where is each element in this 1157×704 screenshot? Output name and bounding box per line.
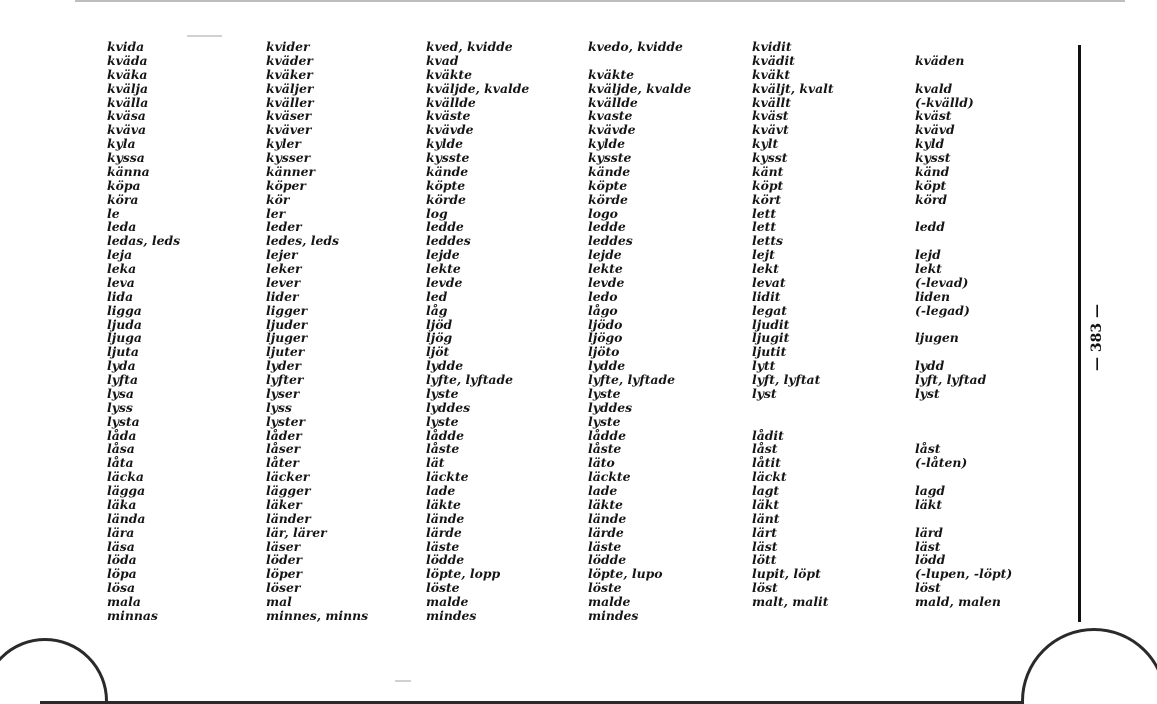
table-cell: kvällde	[588, 94, 638, 110]
table-cell: kylde	[588, 136, 626, 152]
table-cell: kväden	[915, 52, 965, 68]
table-cell: kysste	[426, 150, 470, 165]
column-past-participle	[915, 40, 1055, 623]
table-cell: lejt	[752, 247, 775, 263]
table-cell: ledde	[426, 219, 464, 235]
table-cell: lysta	[107, 413, 140, 429]
table-cell	[752, 415, 902, 429]
table-cell: löste	[588, 580, 622, 596]
table-cell: ljöto	[588, 344, 620, 360]
table-cell: köra	[107, 191, 139, 207]
table-cell: kvävd	[915, 122, 955, 138]
table-cell	[915, 470, 1055, 484]
table-cell: läcker	[266, 469, 310, 485]
table-cell: löste	[426, 580, 460, 596]
table-cell: kyssa	[107, 150, 145, 165]
page-number: — 383 —	[1089, 304, 1105, 372]
table-cell: minnas	[107, 607, 158, 623]
table-cell: läkt	[752, 496, 780, 512]
table-cell: läkte	[588, 496, 623, 512]
table-cell: läste	[588, 538, 622, 554]
table-cell: låtit	[752, 455, 781, 471]
table-cell: lyfte, lyftade	[426, 372, 514, 387]
table-cell: lidit	[752, 288, 781, 304]
table-cell: ljög	[426, 330, 453, 346]
table-cell: lyda	[107, 358, 136, 374]
table-cell: ljuga	[107, 330, 142, 346]
table-cell: löser	[266, 580, 301, 596]
table-cell: ljudit	[752, 316, 790, 332]
table-cell: lyste	[426, 385, 459, 401]
table-cell: kylde	[426, 136, 464, 152]
table-cell: läkte	[426, 496, 461, 512]
table-cell: kvävde	[588, 122, 636, 138]
table-cell: läser	[266, 538, 301, 554]
table-cell: känna	[107, 163, 150, 179]
table-cell: lände	[588, 510, 627, 526]
table-cell: lydde	[426, 358, 464, 374]
table-cell: kvädit	[752, 52, 795, 68]
table-cell: köper	[266, 177, 306, 193]
table-cell: kväsa	[107, 108, 146, 124]
table-cell	[915, 234, 1055, 248]
table-cell: löpa	[107, 566, 137, 582]
table-cell: kände	[426, 163, 469, 179]
table-cell	[915, 401, 1055, 415]
table-cell: länder	[266, 510, 311, 526]
table-cell: kväva	[107, 122, 147, 138]
table-cell: läto	[588, 455, 615, 471]
table-cell	[915, 609, 1055, 623]
table-cell: låg	[426, 302, 448, 318]
table-cell: ljugen	[915, 330, 959, 346]
table-cell: kväka	[107, 66, 148, 82]
table-cell: låste	[426, 441, 460, 457]
table-cell: ledd	[915, 219, 945, 235]
table-cell: lekt	[752, 261, 779, 276]
table-cell: kved, kvidde	[426, 39, 513, 54]
table-cell: löpte, lupo	[588, 566, 663, 582]
table-cell: kvällde	[426, 94, 476, 110]
table-cell: lida	[107, 288, 134, 304]
table-cell: kväljde, kvalde	[426, 80, 530, 96]
table-cell: ler	[266, 205, 286, 221]
table-cell: kvälja	[107, 80, 149, 96]
table-cell: lyfta	[107, 372, 138, 387]
table-cell: lågo	[588, 302, 618, 318]
table-cell: läckte	[426, 469, 469, 485]
table-cell: leker	[266, 261, 302, 276]
table-cell: leja	[107, 247, 133, 263]
table-cell	[915, 207, 1055, 221]
table-cell: lådit	[752, 427, 784, 443]
table-cell: köpte	[426, 177, 466, 193]
table-cell: ljutit	[752, 344, 787, 360]
table-cell: löpte, lopp	[426, 566, 501, 582]
table-cell: lärt	[752, 524, 777, 540]
column-preterite	[426, 40, 581, 623]
column-present	[266, 40, 416, 623]
table-cell: körde	[426, 191, 466, 207]
table-cell: lyst	[915, 385, 940, 401]
table-cell: kvad	[426, 52, 459, 68]
table-cell: lagt	[752, 483, 780, 498]
table-cell: kväljer	[266, 80, 314, 96]
table-cell: lärd	[915, 524, 943, 540]
table-cell: köpa	[107, 177, 141, 193]
table-cell: lyss	[266, 399, 292, 415]
table-cell	[588, 54, 743, 68]
table-cell: lyddes	[588, 399, 633, 415]
table-cell: lyfte, lyftade	[588, 372, 676, 387]
table-cell: lupit, löpt	[752, 566, 821, 582]
table-cell: ljuta	[107, 344, 139, 360]
table-cell: ljugit	[752, 330, 790, 346]
table-cell: läkt	[915, 496, 943, 512]
table-cell: lejde	[426, 247, 460, 263]
table-cell: läker	[266, 496, 302, 512]
table-cell: mala	[107, 594, 141, 609]
table-cell	[752, 401, 902, 415]
table-cell: leka	[107, 261, 137, 276]
table-cell: lödde	[588, 552, 627, 568]
table-cell: känt	[752, 163, 784, 179]
table-cell: lett	[752, 205, 777, 221]
table-cell: levat	[752, 274, 786, 290]
table-cell: kväver	[266, 122, 312, 138]
table-cell: löder	[266, 552, 303, 568]
table-cell: lydde	[588, 358, 626, 374]
table-cell: kysste	[588, 150, 632, 165]
table-cell: kylt	[752, 136, 779, 152]
table-cell: ljödo	[588, 316, 623, 332]
table-cell: kände	[588, 163, 631, 179]
table-cell: ledde	[588, 219, 626, 235]
table-cell: lade	[426, 483, 456, 498]
table-cell: lägga	[107, 483, 146, 498]
table-cell: kvällt	[752, 94, 791, 110]
table-cell: lejde	[588, 247, 622, 263]
table-cell: känner	[266, 163, 316, 179]
table-cell: läka	[107, 496, 137, 512]
table-cell: länt	[752, 510, 780, 526]
table-cell: kvävde	[426, 122, 474, 138]
table-cell: lagd	[915, 483, 946, 498]
table-cell: låst	[915, 441, 941, 457]
table-cell: läst	[915, 538, 941, 554]
table-cell: kyld	[915, 136, 945, 152]
table-cell: kväder	[266, 52, 313, 68]
table-cell: låser	[266, 441, 301, 457]
table-cell	[915, 40, 1055, 54]
table-cell: lödde	[426, 552, 465, 568]
table-cell: låda	[107, 427, 137, 443]
table-cell: lyser	[266, 385, 300, 401]
table-cell: (-lupen, -löpt)	[915, 566, 1013, 582]
table-cell: köpte	[588, 177, 628, 193]
table-cell: leddes	[426, 233, 471, 249]
table-cell: led	[426, 288, 448, 304]
table-cell	[915, 512, 1055, 526]
table-cell: ljuger	[266, 330, 308, 346]
table-cell: låsa	[107, 441, 135, 457]
table-cell: letts	[752, 233, 784, 249]
table-cell: kyla	[107, 136, 136, 152]
table-cell	[915, 345, 1055, 359]
table-cell: läste	[426, 538, 460, 554]
table-cell: lär, lärer	[266, 524, 327, 540]
table-cell: lödd	[915, 552, 946, 568]
table-cell: lekte	[588, 261, 623, 276]
table-cell: ljögo	[588, 330, 623, 346]
table-cell: läckt	[752, 469, 787, 485]
table-cell: ligga	[107, 302, 142, 318]
table-cell: lärde	[588, 524, 624, 540]
table-cell: kväkte	[426, 66, 473, 82]
table-cell: levde	[588, 274, 625, 290]
table-cell: ligger	[266, 302, 308, 318]
table-cell: kvida	[107, 39, 145, 54]
table-cell: lejd	[915, 247, 941, 263]
table-cell: känd	[915, 163, 950, 179]
table-cell	[915, 429, 1055, 443]
table-cell: ljöd	[426, 316, 453, 332]
table-cell: kväser	[266, 108, 312, 124]
table-cell: kväkte	[588, 66, 635, 82]
table-cell	[915, 415, 1055, 429]
table-cell: lösa	[107, 580, 135, 596]
table-cell: lyste	[588, 413, 621, 429]
table-cell: lett	[752, 219, 777, 235]
table-cell: lever	[266, 274, 301, 290]
table-cell: köpt	[915, 177, 947, 193]
table-cell: lider	[266, 288, 299, 304]
table-cell: ljuter	[266, 344, 305, 360]
table-cell: mindes	[426, 607, 477, 623]
table-cell: le	[107, 205, 120, 221]
table-cell: liden	[915, 288, 950, 304]
table-cell: mindes	[588, 607, 639, 623]
table-cell: lådde	[588, 427, 626, 443]
table-cell: löda	[107, 552, 137, 568]
table-cell: löst	[915, 580, 941, 596]
table-cell: läcka	[107, 469, 144, 485]
table-cell: lyft, lyftat	[752, 372, 821, 387]
table-cell: lydd	[915, 358, 945, 374]
table-cell: kväda	[107, 52, 148, 68]
column-preterite-subjunctive	[588, 40, 743, 623]
table-cell: kysst	[915, 150, 951, 165]
table-cell: ljöt	[426, 344, 450, 360]
table-cell: lära	[107, 524, 135, 540]
table-cell: läckte	[588, 469, 631, 485]
table-cell: kvidit	[752, 39, 792, 54]
table-cell: kväljt, kvalt	[752, 80, 834, 96]
table-cell: lyst	[752, 385, 777, 401]
table-cell: kvävt	[752, 122, 789, 138]
table-cell: löper	[266, 566, 303, 582]
table-cell: levde	[426, 274, 463, 290]
table-cell: kvälla	[107, 94, 149, 110]
table-cell: körd	[915, 191, 948, 207]
table-cell: malt, malit	[752, 594, 829, 609]
table-cell: kysst	[752, 150, 788, 165]
table-cell: kväste	[426, 108, 471, 124]
table-cell: låta	[107, 455, 134, 471]
table-cell: lyste	[426, 413, 459, 429]
table-cell: kör	[266, 191, 290, 207]
table-cell: malde	[426, 594, 469, 609]
table-cell: kväkt	[752, 66, 791, 82]
table-cell: låter	[266, 455, 299, 471]
table-cell: kvider	[266, 39, 310, 54]
table-cell: lägger	[266, 483, 311, 498]
table-cell: läst	[752, 538, 778, 554]
table-cell: kväljde, kvalde	[588, 80, 692, 96]
table-cell: köpt	[752, 177, 784, 193]
table-cell: logo	[588, 205, 618, 221]
table-cell: låste	[588, 441, 622, 457]
table-cell: lyder	[266, 358, 301, 374]
table-cell	[915, 68, 1055, 82]
table-cell: leder	[266, 219, 302, 235]
table-cell: ljuda	[107, 316, 142, 332]
table-cell: kysser	[266, 150, 311, 165]
table-cell: mald, malen	[915, 594, 1001, 609]
table-cell: legat	[752, 302, 788, 318]
table-cell: kväst	[752, 108, 789, 124]
table-cell: löst	[752, 580, 778, 596]
table-cell: lade	[588, 483, 618, 498]
table-cell: lyste	[588, 385, 621, 401]
table-cell: leddes	[588, 233, 633, 249]
table-cell: lött	[752, 552, 777, 568]
table-cell	[752, 609, 902, 623]
table-cell: kvald	[915, 80, 953, 96]
table-cell: ledo	[588, 288, 618, 304]
table-cell: lända	[107, 510, 146, 526]
table-cell: lärde	[426, 524, 462, 540]
table-cell: ledas, leds	[107, 233, 181, 249]
table-cell: mal	[266, 594, 292, 609]
table-cell: lyft, lyftad	[915, 372, 987, 387]
table-cell: lyss	[107, 399, 133, 415]
table-cell: (-legad)	[915, 302, 970, 318]
table-cell: kväker	[266, 66, 313, 82]
table-cell: leva	[107, 274, 135, 290]
table-cell: kvaste	[588, 108, 633, 124]
table-cell: låder	[266, 427, 302, 443]
table-cell: (-levad)	[915, 274, 969, 290]
table-cell: lekt	[915, 261, 942, 276]
table-cell: lyster	[266, 413, 306, 429]
table-cell: kväst	[915, 108, 952, 124]
table-cell: ljuder	[266, 316, 308, 332]
table-cell: kyler	[266, 136, 301, 152]
column-infinitive	[107, 40, 257, 623]
table-cell: lyddes	[426, 399, 471, 415]
table-cell: ledes, leds	[266, 233, 339, 249]
table-cell: leda	[107, 219, 137, 235]
table-cell: (-kvälld)	[915, 94, 974, 110]
table-cell: lände	[426, 510, 465, 526]
table-cell: lät	[426, 455, 445, 471]
table-cell: kvedo, kvidde	[588, 39, 683, 54]
table-cell: (-låten)	[915, 455, 968, 471]
table-cell: lyfter	[266, 372, 304, 387]
table-cell: log	[426, 205, 448, 221]
table-cell: lejer	[266, 247, 298, 263]
table-cell: lytt	[752, 358, 776, 374]
table-cell: körde	[588, 191, 628, 207]
table-cell	[915, 318, 1055, 332]
table-cell: lysa	[107, 385, 134, 401]
table-cell: kört	[752, 191, 782, 207]
table-cell: lekte	[426, 261, 461, 276]
table-cell: malde	[588, 594, 631, 609]
table-cell: minnes, minns	[266, 607, 369, 623]
table-cell: läsa	[107, 538, 135, 554]
table-cell: kväller	[266, 94, 314, 110]
table-cell: lådde	[426, 427, 464, 443]
column-supine	[752, 40, 902, 623]
table-cell: låst	[752, 441, 778, 457]
